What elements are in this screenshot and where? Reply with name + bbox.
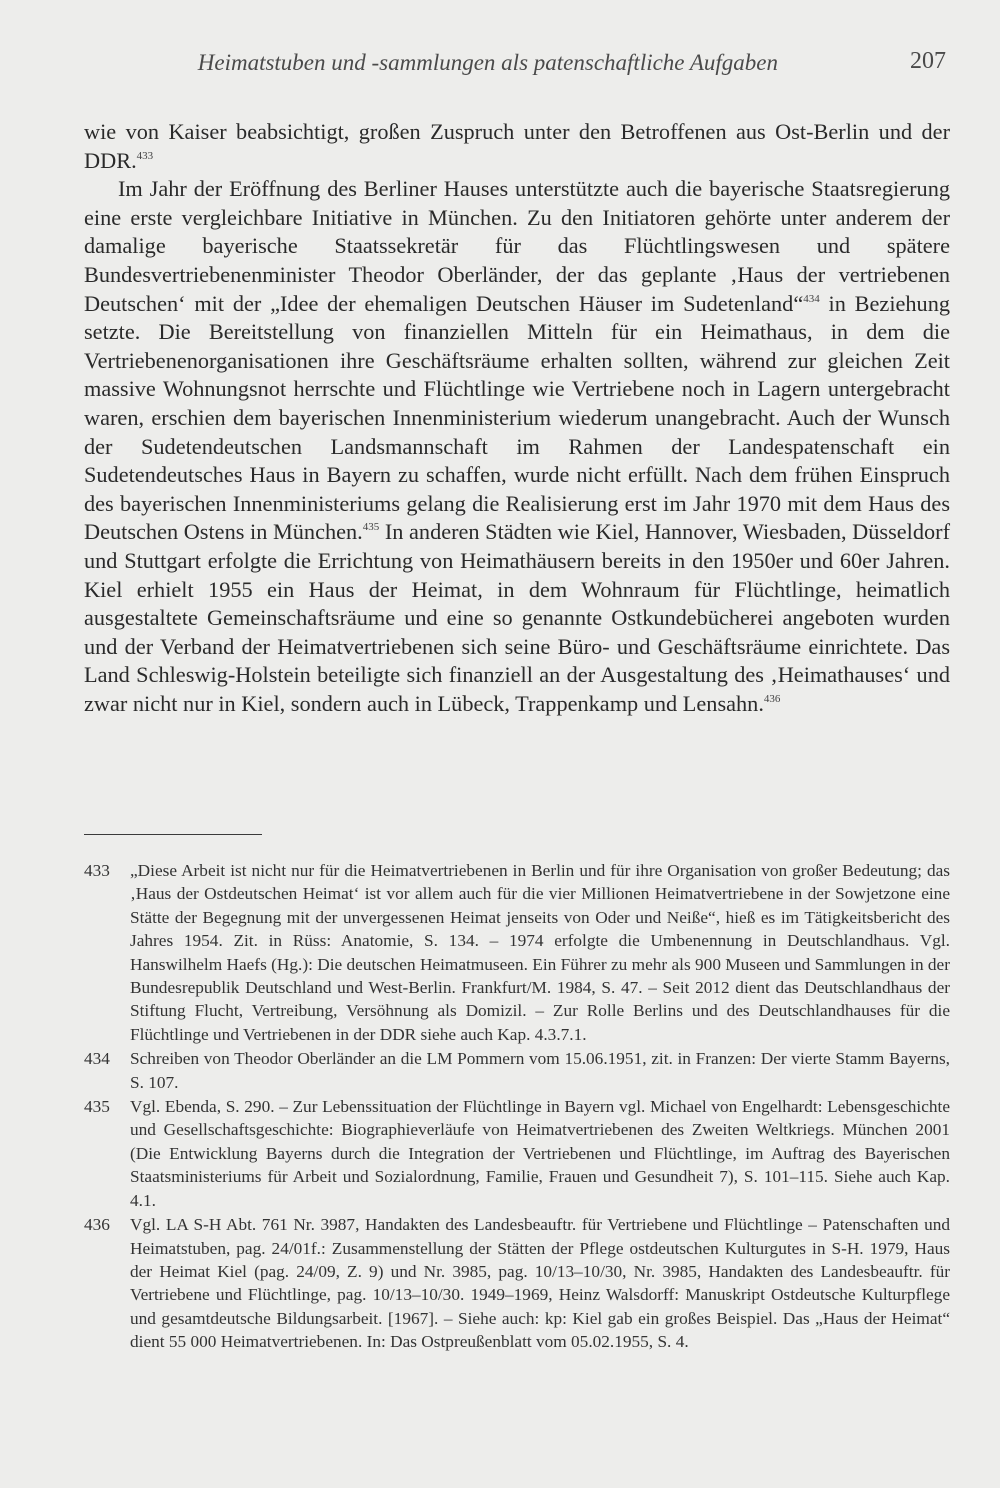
footnote-separator: [84, 834, 262, 835]
footnote-ref-433: 433: [136, 149, 154, 162]
footnote-ref-434: 434: [803, 292, 820, 305]
paragraph-2-segment-2: in Beziehung setzte. Die Bereitstellung von finanziellen Mitteln für ein Heimathaus, in dem die Vertriebenenorganisationen ihre Geschäftsräume erhalten sollten, während zur gleichen Zeit massive Wohnungsnot herrschte und Flüchtlinge wie Vertriebene noch in Lagern untergebracht waren, erschien dem bayerischen Innenministerium wiederum unangebracht. Auch der Wunsch der Sudetendeutschen Landsmannschaft im Rahmen der Landespatenschaft ein Sudetendeutsches Haus in Bayern zu schaffen, wurde nicht erfüllt. Nach dem frühen Einspruch des bayerischen Innenministeriums gelang die Realisierung erst im Jahr 1970 mit dem Haus des Deutschen Ostens in München.: [84, 290, 951, 545]
footnote-436: [84, 1213, 950, 1353]
paragraph-2-segment-3: In anderen Städten wie Kiel, Hannover, Wiesbaden, Düsseldorf und Stuttgart erfolgte die Errichtung von Heimathäusern bereits in den 1950er und 60er Jahren. Kiel erhielt 1955 ein Haus der Heimat, in dem Wohnraum für Flüchtlinge, heimatlich ausgestaltete Gemeinschaftsräume und eine so genannte Ostkundebücherei angeboten wurden und der Verband der Heimatvertriebenen sich seine Büro- und Geschäftsräume einrichtete. Das Land Schleswig-Holstein beteiligte sich finanziell an der Ausgestaltung des ‚Heimathauses‘ und zwar nicht nur in Kiel, sondern auch in Lübeck, Trappenkamp und Lensahn.: [84, 519, 950, 716]
footnote-text: Vgl. LA S-H Abt. 761 Nr. 3987, Handakten des Landesbeauftr. für Vertriebene und Flüchtlinge – Patenschaften und Heimatstuben, pag. 24/01f.: Zusammenstellung der Stätten der Pflege ostdeutschen Kulturgutes in S-H. 1979, Haus der Heimat Kiel (pag. 24/09, Z. 9) und Nr. 3985, pag. 10/13–10/30, Nr. 3985, Handakten des Landesbeauftr. für Vertriebene und Flüchtlinge, pag. 10/13–10/30. 1949–1969, Heinz Walsdorff: Manuskript Ostdeutsche Kulturpflege und gesamtdeutsche Bildungsarbeit. [1967]. – Siehe auch: kp: Kiel gab ein großes Beispiel. Das „Haus der Heimat“ dient 55 000 Heimatvertriebenen. In: Das Ostpreußenblatt vom 05.02.1955, S. 4.: [130, 1215, 950, 1352]
running-header: [0, 48, 1000, 88]
paragraph-2-segment-1: Im Jahr der Eröffnung des Berliner Hauses unterstützte auch die bayerische Staatsregierung eine erste vergleichbare Initiative in München. Zu den Initiatoren gehörte unter anderem der damalige bayerische Staatssekretär für das Flüchtlingswesen und spätere Bundesvertriebenenminister Theodor Oberländer, der das geplante ‚Haus der vertriebenen Deutschen‘ mit der „Idee der ehemaligen Deutschen Häuser im Sudetenland“: [84, 176, 950, 316]
paragraph-1: [84, 118, 950, 175]
page-number: 207: [910, 48, 946, 74]
paragraph-1-text: wie von Kaiser beabsichtigt, großen Zuspruch unter den Betroffenen aus Ost-Berlin und der DDR.: [84, 119, 950, 173]
footnote-number: 436: [84, 1215, 110, 1235]
footnote-434: [84, 1047, 950, 1094]
running-title: Heimatstuben und -sammlungen als patenschaftliche Aufgaben: [197, 50, 778, 75]
footnote-text: „Diese Arbeit ist nicht nur für die Heimatvertriebenen in Berlin und für ihre Organisation von großer Bedeutung; das ‚Haus der Ostdeutschen Heimat‘ ist vor allem auch für die vier Millionen Heimatvertriebene in der Sowjetzone eine Stätte der Begegnung mit der unvergessenen Heimat jenseits von Oder und Neiße“, hieß es im Tätigkeitsbericht des Jahres 1954. Zit. in Rüss: Anatomie, S. 134. – 1974 erfolgte die Umbenennung in Deutschlandhaus. Vgl. Hanswilhelm Haefs (Hg.): Die deutschen Heimatmuseen. Ein Führer zu mehr als 900 Museen und Sammlungen in der Bundesrepublik Deutschland und West-Berlin. Frankfurt/M. 1984, S. 47. – Seit 2012 dient das Deutschlandhaus der Stiftung Flucht, Vertreibung, Versöhnung als Domizil. – Zur Rolle Berlins und des Deutschlandhauses für die Flüchtlinge und Vertriebenen in der DDR siehe auch Kap. 4.3.7.1.: [130, 861, 950, 1044]
paragraph-2: [84, 175, 950, 718]
footnotes: [84, 859, 950, 1355]
footnote-number: 434: [84, 1049, 110, 1069]
main-text: [84, 118, 950, 718]
footnote-text: Vgl. Ebenda, S. 290. – Zur Lebenssituation der Flüchtlinge in Bayern vgl. Michael von Engelhardt: Lebensgeschichte und Gesellschaftsgeschichte: Biographieverläufe von Heimatvertriebenen des Zweiten Weltkriegs. München 2001 (Die Entwicklung Bayerns durch die Integration der Vertriebenen und Flüchtlinge, im Auftrag des Bayerischen Staatsministeriums für Arbeit und Sozialordnung, Familie, Frauen und Gesundheit 7), S. 101–115. Siehe auch Kap. 4.1.: [130, 1097, 950, 1210]
footnote-435: [84, 1095, 950, 1212]
footnote-number: 433: [84, 861, 110, 880]
footnote-ref-435: 435: [362, 521, 380, 534]
footnote-433: [84, 859, 950, 1046]
footnote-text: Schreiben von Theodor Oberländer an die LM Pommern vom 15.06.1951, zit. in Franzen: Der vierte Stamm Bayerns, S. 107.: [130, 1049, 950, 1092]
footnote-number: 435: [84, 1097, 110, 1117]
footnote-ref-436: 436: [763, 692, 781, 705]
